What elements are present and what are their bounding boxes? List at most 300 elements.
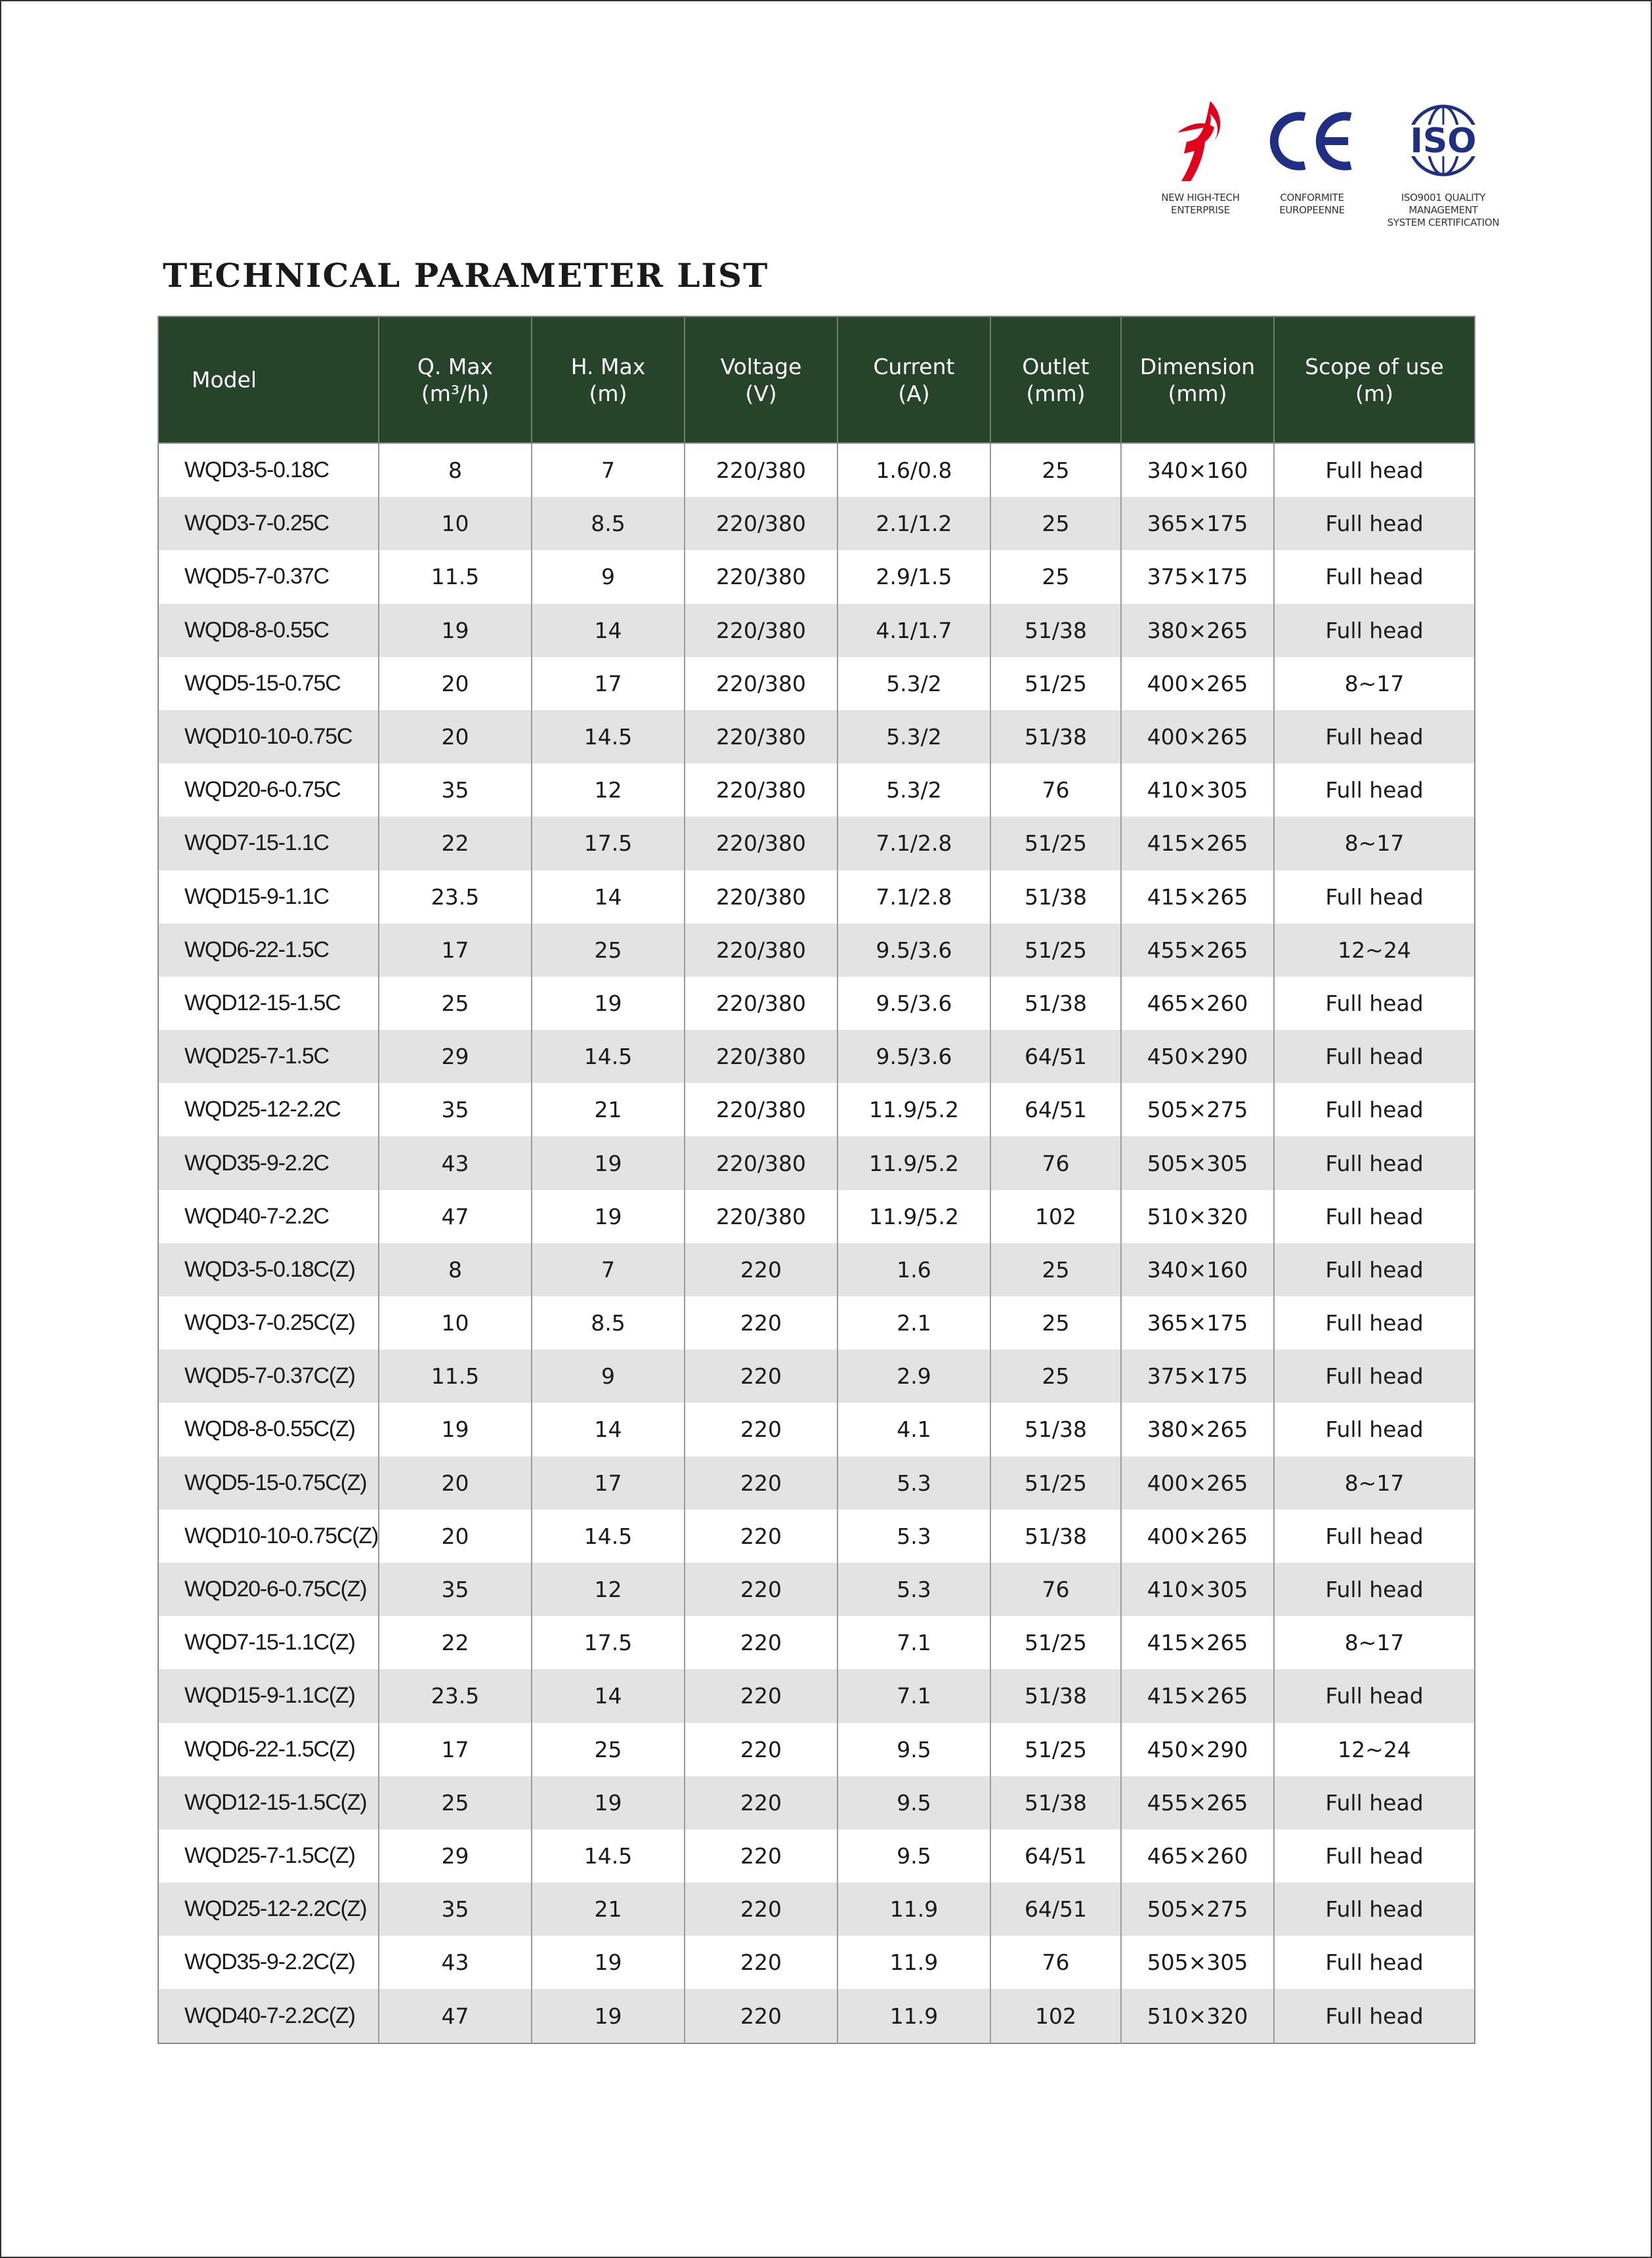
cell-voltage: 220 bbox=[685, 1723, 837, 1776]
cell-scope-of-use: Full head bbox=[1274, 1883, 1475, 1936]
cell-dimension: 380×265 bbox=[1121, 604, 1274, 657]
column-header-line: H. Max bbox=[570, 353, 646, 379]
cell-outlet: 51/38 bbox=[990, 870, 1121, 924]
cell-q-max: 11.5 bbox=[379, 550, 532, 603]
cell-q-max: 43 bbox=[379, 1936, 532, 1989]
cell-h-max: 14 bbox=[532, 1403, 685, 1456]
cell-h-max: 8.5 bbox=[532, 497, 685, 550]
cell-scope-of-use: Full head bbox=[1274, 1296, 1475, 1350]
column-header-line: (m) bbox=[1355, 380, 1393, 406]
cell-scope-of-use: Full head bbox=[1274, 497, 1475, 550]
cell-scope-of-use: Full head bbox=[1274, 710, 1475, 763]
cell-outlet: 102 bbox=[990, 1190, 1121, 1243]
cell-scope-of-use: Full head bbox=[1274, 550, 1475, 603]
cell-voltage: 220/380 bbox=[685, 870, 837, 924]
cell-h-max: 17 bbox=[532, 1457, 685, 1510]
cell-h-max: 14.5 bbox=[532, 1030, 685, 1083]
cell-outlet: 25 bbox=[990, 1296, 1121, 1350]
cell-current: 1.6/0.8 bbox=[837, 443, 990, 497]
cell-voltage: 220 bbox=[685, 1616, 837, 1669]
cell-scope-of-use: Full head bbox=[1274, 977, 1475, 1030]
table-row bbox=[158, 1723, 1475, 1776]
cell-voltage: 220/380 bbox=[685, 1083, 837, 1136]
column-header-line: Voltage bbox=[720, 353, 802, 379]
cell-current: 9.5/3.6 bbox=[837, 977, 990, 1030]
table-row bbox=[158, 1457, 1475, 1510]
cell-scope-of-use: Full head bbox=[1274, 1136, 1475, 1189]
table-row bbox=[158, 1883, 1475, 1936]
cell-q-max: 20 bbox=[379, 710, 532, 763]
cell-q-max: 35 bbox=[379, 1563, 532, 1616]
cell-current: 1.6 bbox=[837, 1243, 990, 1296]
cell-q-max: 47 bbox=[379, 1190, 532, 1243]
cell-q-max: 17 bbox=[379, 924, 532, 977]
cell-scope-of-use: 8~17 bbox=[1274, 817, 1475, 870]
table-row bbox=[158, 1776, 1475, 1829]
cell-outlet: 51/38 bbox=[990, 604, 1121, 657]
cell-model: WQD12-15-1.5C(Z) bbox=[158, 1776, 379, 1829]
table-row bbox=[158, 1563, 1475, 1616]
column-header-q-max bbox=[379, 316, 532, 443]
cell-model: WQD40-7-2.2C(Z) bbox=[158, 1989, 379, 2043]
ce-mark-logo bbox=[1246, 98, 1378, 217]
cell-h-max: 19 bbox=[532, 1190, 685, 1243]
cell-dimension: 510×320 bbox=[1121, 1190, 1274, 1243]
cell-q-max: 10 bbox=[379, 497, 532, 550]
cell-model: WQD10-10-0.75C bbox=[158, 710, 379, 763]
logo-caption-line: CONFORMITE bbox=[1280, 192, 1344, 203]
cell-current: 11.9/5.2 bbox=[837, 1190, 990, 1243]
cell-dimension: 400×265 bbox=[1121, 710, 1274, 763]
cell-voltage: 220 bbox=[685, 1829, 837, 1883]
table-row bbox=[158, 977, 1475, 1030]
column-header-line: (mm) bbox=[1026, 380, 1086, 406]
cell-scope-of-use: 8~17 bbox=[1274, 657, 1475, 710]
cell-model: WQD3-5-0.18C bbox=[158, 443, 379, 497]
cell-current: 9.5 bbox=[837, 1776, 990, 1829]
cell-outlet: 51/25 bbox=[990, 817, 1121, 870]
cell-h-max: 14.5 bbox=[532, 1829, 685, 1883]
cell-h-max: 19 bbox=[532, 977, 685, 1030]
cell-current: 11.9/5.2 bbox=[837, 1136, 990, 1189]
cell-h-max: 14.5 bbox=[532, 710, 685, 763]
cell-dimension: 410×305 bbox=[1121, 763, 1274, 817]
cell-outlet: 25 bbox=[990, 497, 1121, 550]
cell-outlet: 51/25 bbox=[990, 1457, 1121, 1510]
cell-outlet: 76 bbox=[990, 1936, 1121, 1989]
cell-h-max: 14 bbox=[532, 870, 685, 924]
table-row bbox=[158, 497, 1475, 550]
cell-model: WQD20-6-0.75C(Z) bbox=[158, 1563, 379, 1616]
cell-voltage: 220 bbox=[685, 1243, 837, 1296]
cell-current: 11.9 bbox=[837, 1936, 990, 1989]
cell-dimension: 400×265 bbox=[1121, 657, 1274, 710]
table-row bbox=[158, 1989, 1475, 2043]
cell-scope-of-use: Full head bbox=[1274, 1669, 1475, 1722]
cell-voltage: 220/380 bbox=[685, 817, 837, 870]
cell-current: 5.3 bbox=[837, 1457, 990, 1510]
cell-outlet: 76 bbox=[990, 1136, 1121, 1189]
cell-h-max: 17.5 bbox=[532, 817, 685, 870]
column-header-current bbox=[837, 316, 990, 443]
table-row bbox=[158, 1510, 1475, 1563]
cell-voltage: 220/380 bbox=[685, 657, 837, 710]
cell-outlet: 102 bbox=[990, 1989, 1121, 2043]
cell-h-max: 7 bbox=[532, 1243, 685, 1296]
cell-dimension: 365×175 bbox=[1121, 497, 1274, 550]
cell-h-max: 19 bbox=[532, 1989, 685, 2043]
cell-q-max: 43 bbox=[379, 1136, 532, 1189]
cell-current: 4.1/1.7 bbox=[837, 604, 990, 657]
cell-model: WQD3-5-0.18C(Z) bbox=[158, 1243, 379, 1296]
column-header-model bbox=[158, 316, 379, 443]
iso-globe-icon bbox=[1397, 98, 1489, 184]
cell-h-max: 14 bbox=[532, 1669, 685, 1722]
cell-current: 2.9 bbox=[837, 1350, 990, 1403]
logo-caption-line: EUROPEENNE bbox=[1279, 204, 1345, 216]
table-header-row bbox=[158, 316, 1475, 443]
cell-dimension: 415×265 bbox=[1121, 817, 1274, 870]
cell-outlet: 51/25 bbox=[990, 924, 1121, 977]
cell-scope-of-use: Full head bbox=[1274, 1190, 1475, 1243]
cell-q-max: 29 bbox=[379, 1030, 532, 1083]
column-header-outlet bbox=[990, 316, 1121, 443]
cell-outlet: 51/38 bbox=[990, 1669, 1121, 1722]
cell-dimension: 340×160 bbox=[1121, 1243, 1274, 1296]
cell-voltage: 220 bbox=[685, 1510, 837, 1563]
logo-caption-line: SYSTEM CERTIFICATION bbox=[1387, 217, 1500, 228]
cell-dimension: 410×305 bbox=[1121, 1563, 1274, 1616]
cell-model: WQD5-15-0.75C bbox=[158, 657, 379, 710]
cell-outlet: 25 bbox=[990, 443, 1121, 497]
column-header-line: Scope of use bbox=[1305, 353, 1444, 379]
cell-outlet: 25 bbox=[990, 1350, 1121, 1403]
cell-dimension: 505×305 bbox=[1121, 1136, 1274, 1189]
logo-caption-line: ISO9001 QUALITY MANAGEMENT bbox=[1401, 192, 1486, 216]
cell-outlet: 64/51 bbox=[990, 1829, 1121, 1883]
cell-scope-of-use: Full head bbox=[1274, 870, 1475, 924]
cell-model: WQD15-9-1.1C bbox=[158, 870, 379, 924]
cell-model: WQD40-7-2.2C bbox=[158, 1190, 379, 1243]
cell-voltage: 220 bbox=[685, 1457, 837, 1510]
cell-outlet: 25 bbox=[990, 1243, 1121, 1296]
cell-dimension: 415×265 bbox=[1121, 1616, 1274, 1669]
cell-voltage: 220/380 bbox=[685, 550, 837, 603]
cell-current: 4.1 bbox=[837, 1403, 990, 1456]
cell-scope-of-use: Full head bbox=[1274, 1829, 1475, 1883]
cell-voltage: 220/380 bbox=[685, 924, 837, 977]
cell-model: WQD25-7-1.5C(Z) bbox=[158, 1829, 379, 1883]
table-row bbox=[158, 657, 1475, 710]
column-header-dimension bbox=[1121, 316, 1274, 443]
cell-outlet: 51/38 bbox=[990, 1776, 1121, 1829]
cell-current: 2.9/1.5 bbox=[837, 550, 990, 603]
cell-model: WQD6-22-1.5C bbox=[158, 924, 379, 977]
column-header-line: Model bbox=[192, 367, 257, 393]
cell-outlet: 51/38 bbox=[990, 1403, 1121, 1456]
column-header-line: (V) bbox=[745, 380, 777, 406]
iso-certification-logo bbox=[1371, 98, 1515, 229]
cell-dimension: 400×265 bbox=[1121, 1457, 1274, 1510]
cell-scope-of-use: 12~24 bbox=[1274, 924, 1475, 977]
cell-model: WQD35-9-2.2C bbox=[158, 1136, 379, 1189]
cell-voltage: 220 bbox=[685, 1403, 837, 1456]
cell-h-max: 19 bbox=[532, 1776, 685, 1829]
cell-outlet: 76 bbox=[990, 1563, 1121, 1616]
cell-voltage: 220/380 bbox=[685, 443, 837, 497]
cell-voltage: 220 bbox=[685, 1563, 837, 1616]
cell-q-max: 23.5 bbox=[379, 870, 532, 924]
cell-outlet: 64/51 bbox=[990, 1083, 1121, 1136]
cell-outlet: 51/38 bbox=[990, 977, 1121, 1030]
table-row bbox=[158, 1350, 1475, 1403]
table-row bbox=[158, 763, 1475, 817]
logo-caption bbox=[1371, 192, 1515, 229]
cell-dimension: 455×265 bbox=[1121, 1776, 1274, 1829]
cell-dimension: 400×265 bbox=[1121, 1510, 1274, 1563]
cell-scope-of-use: Full head bbox=[1274, 1403, 1475, 1456]
cell-model: WQD6-22-1.5C(Z) bbox=[158, 1723, 379, 1776]
cell-model: WQD25-12-2.2C bbox=[158, 1083, 379, 1136]
cell-outlet: 76 bbox=[990, 763, 1121, 817]
cell-voltage: 220 bbox=[685, 1350, 837, 1403]
cell-h-max: 19 bbox=[532, 1936, 685, 1989]
cell-voltage: 220 bbox=[685, 1669, 837, 1722]
cell-dimension: 380×265 bbox=[1121, 1403, 1274, 1456]
cell-h-max: 9 bbox=[532, 1350, 685, 1403]
cell-scope-of-use: Full head bbox=[1274, 443, 1475, 497]
cell-model: WQD8-8-0.55C bbox=[158, 604, 379, 657]
cell-dimension: 505×275 bbox=[1121, 1883, 1274, 1936]
cell-q-max: 35 bbox=[379, 763, 532, 817]
column-header-line: Dimension bbox=[1139, 353, 1256, 379]
cell-dimension: 415×265 bbox=[1121, 870, 1274, 924]
cell-q-max: 47 bbox=[379, 1989, 532, 2043]
cell-current: 2.1 bbox=[837, 1296, 990, 1350]
cell-scope-of-use: 8~17 bbox=[1274, 1616, 1475, 1669]
cell-model: WQD7-15-1.1C bbox=[158, 817, 379, 870]
cell-voltage: 220/380 bbox=[685, 710, 837, 763]
cell-h-max: 19 bbox=[532, 1136, 685, 1189]
cell-q-max: 22 bbox=[379, 1616, 532, 1669]
cell-q-max: 8 bbox=[379, 1243, 532, 1296]
cell-current: 11.9/5.2 bbox=[837, 1083, 990, 1136]
table-row bbox=[158, 1616, 1475, 1669]
cell-dimension: 505×305 bbox=[1121, 1936, 1274, 1989]
cell-scope-of-use: Full head bbox=[1274, 1563, 1475, 1616]
table-row bbox=[158, 1936, 1475, 1989]
cell-dimension: 365×175 bbox=[1121, 1296, 1274, 1350]
cell-model: WQD10-10-0.75C(Z) bbox=[158, 1510, 379, 1563]
cell-h-max: 25 bbox=[532, 1723, 685, 1776]
cell-current: 2.1/1.2 bbox=[837, 497, 990, 550]
cell-scope-of-use: Full head bbox=[1274, 1776, 1475, 1829]
cell-q-max: 8 bbox=[379, 443, 532, 497]
cell-q-max: 35 bbox=[379, 1883, 532, 1936]
cell-current: 9.5/3.6 bbox=[837, 1030, 990, 1083]
cell-dimension: 375×175 bbox=[1121, 1350, 1274, 1403]
cell-dimension: 510×320 bbox=[1121, 1989, 1274, 2043]
cell-q-max: 10 bbox=[379, 1296, 532, 1350]
cell-current: 7.1/2.8 bbox=[837, 870, 990, 924]
cell-h-max: 14.5 bbox=[532, 1510, 685, 1563]
cell-dimension: 505×275 bbox=[1121, 1083, 1274, 1136]
cell-voltage: 220/380 bbox=[685, 604, 837, 657]
cell-current: 9.5 bbox=[837, 1723, 990, 1776]
column-header-line: (A) bbox=[898, 380, 930, 406]
cell-model: WQD7-15-1.1C(Z) bbox=[158, 1616, 379, 1669]
table-row bbox=[158, 1296, 1475, 1350]
cell-q-max: 19 bbox=[379, 1403, 532, 1456]
cell-outlet: 51/25 bbox=[990, 1616, 1121, 1669]
table-row bbox=[158, 1030, 1475, 1083]
table-row bbox=[158, 443, 1475, 497]
cell-voltage: 220/380 bbox=[685, 977, 837, 1030]
cell-voltage: 220 bbox=[685, 1296, 837, 1350]
cell-q-max: 35 bbox=[379, 1083, 532, 1136]
column-header-h-max bbox=[532, 316, 685, 443]
cell-current: 7.1 bbox=[837, 1616, 990, 1669]
cell-voltage: 220/380 bbox=[685, 1190, 837, 1243]
column-header-scope-of-use bbox=[1274, 316, 1475, 443]
cell-scope-of-use: Full head bbox=[1274, 1936, 1475, 1989]
cell-scope-of-use: Full head bbox=[1274, 763, 1475, 817]
cell-h-max: 25 bbox=[532, 924, 685, 977]
column-header-voltage bbox=[685, 316, 837, 443]
column-header-line: Outlet bbox=[1022, 353, 1090, 379]
cell-current: 5.3/2 bbox=[837, 657, 990, 710]
table-row bbox=[158, 1829, 1475, 1883]
cell-h-max: 17.5 bbox=[532, 1616, 685, 1669]
page-title: TECHNICAL PARAMETER LIST bbox=[163, 256, 769, 295]
cell-scope-of-use: Full head bbox=[1274, 1243, 1475, 1296]
cell-q-max: 11.5 bbox=[379, 1350, 532, 1403]
cell-scope-of-use: Full head bbox=[1274, 604, 1475, 657]
cell-h-max: 21 bbox=[532, 1883, 685, 1936]
cell-current: 5.3/2 bbox=[837, 763, 990, 817]
column-header-line: Current bbox=[873, 353, 955, 379]
cell-dimension: 375×175 bbox=[1121, 550, 1274, 603]
cell-voltage: 220 bbox=[685, 1883, 837, 1936]
table-row bbox=[158, 924, 1475, 977]
cell-current: 7.1/2.8 bbox=[837, 817, 990, 870]
cell-dimension: 465×260 bbox=[1121, 1829, 1274, 1883]
cell-h-max: 17 bbox=[532, 657, 685, 710]
cell-outlet: 51/38 bbox=[990, 710, 1121, 763]
cell-voltage: 220/380 bbox=[685, 497, 837, 550]
cell-q-max: 17 bbox=[379, 1723, 532, 1776]
cell-voltage: 220/380 bbox=[685, 763, 837, 817]
cell-voltage: 220 bbox=[685, 1936, 837, 1989]
cell-q-max: 19 bbox=[379, 604, 532, 657]
cell-model: WQD3-7-0.25C(Z) bbox=[158, 1296, 379, 1350]
cell-outlet: 51/25 bbox=[990, 1723, 1121, 1776]
column-header-line: Q. Max bbox=[417, 353, 494, 379]
table-row bbox=[158, 1190, 1475, 1243]
logo-caption-line: NEW HIGH-TECH bbox=[1161, 192, 1240, 203]
cell-outlet: 64/51 bbox=[990, 1883, 1121, 1936]
cell-h-max: 8.5 bbox=[532, 1296, 685, 1350]
cell-current: 9.5/3.6 bbox=[837, 924, 990, 977]
column-header-line: (m³/h) bbox=[421, 380, 490, 406]
cell-q-max: 20 bbox=[379, 657, 532, 710]
column-header-line: (mm) bbox=[1168, 380, 1227, 406]
cell-scope-of-use: Full head bbox=[1274, 1989, 1475, 2043]
cell-model: WQD20-6-0.75C bbox=[158, 763, 379, 817]
cell-outlet: 64/51 bbox=[990, 1030, 1121, 1083]
cell-current: 5.3 bbox=[837, 1563, 990, 1616]
table-row bbox=[158, 550, 1475, 603]
cell-current: 5.3/2 bbox=[837, 710, 990, 763]
cell-outlet: 51/25 bbox=[990, 657, 1121, 710]
cell-scope-of-use: Full head bbox=[1274, 1510, 1475, 1563]
cell-h-max: 14 bbox=[532, 604, 685, 657]
technical-parameter-table bbox=[158, 316, 1475, 2044]
cell-model: WQD35-9-2.2C(Z) bbox=[158, 1936, 379, 1989]
table-row bbox=[158, 870, 1475, 924]
flame-flag-icon bbox=[1164, 98, 1237, 184]
cell-scope-of-use: 12~24 bbox=[1274, 1723, 1475, 1776]
cell-dimension: 465×260 bbox=[1121, 977, 1274, 1030]
cell-dimension: 455×265 bbox=[1121, 924, 1274, 977]
cell-q-max: 20 bbox=[379, 1457, 532, 1510]
table-row bbox=[158, 1403, 1475, 1456]
column-header-line: (m) bbox=[589, 380, 627, 406]
cell-model: WQD25-7-1.5C bbox=[158, 1030, 379, 1083]
cell-current: 9.5 bbox=[837, 1829, 990, 1883]
logo-caption bbox=[1246, 192, 1378, 217]
cell-dimension: 340×160 bbox=[1121, 443, 1274, 497]
cell-q-max: 20 bbox=[379, 1510, 532, 1563]
cell-model: WQD25-12-2.2C(Z) bbox=[158, 1883, 379, 1936]
cell-q-max: 23.5 bbox=[379, 1669, 532, 1722]
table-row bbox=[158, 1243, 1475, 1296]
cell-model: WQD8-8-0.55C(Z) bbox=[158, 1403, 379, 1456]
cell-dimension: 450×290 bbox=[1121, 1723, 1274, 1776]
logo-caption-line: ENTERPRISE bbox=[1171, 204, 1230, 216]
cell-voltage: 220/380 bbox=[685, 1030, 837, 1083]
table-body bbox=[158, 443, 1475, 2043]
cell-h-max: 7 bbox=[532, 443, 685, 497]
cell-q-max: 25 bbox=[379, 977, 532, 1030]
cell-current: 5.3 bbox=[837, 1510, 990, 1563]
cell-h-max: 9 bbox=[532, 550, 685, 603]
cell-current: 7.1 bbox=[837, 1669, 990, 1722]
cell-scope-of-use: Full head bbox=[1274, 1350, 1475, 1403]
table-row bbox=[158, 1136, 1475, 1189]
cell-model: WQD5-7-0.37C(Z) bbox=[158, 1350, 379, 1403]
table-row bbox=[158, 604, 1475, 657]
cell-model: WQD12-15-1.5C bbox=[158, 977, 379, 1030]
table-row bbox=[158, 817, 1475, 870]
cell-h-max: 21 bbox=[532, 1083, 685, 1136]
cell-q-max: 22 bbox=[379, 817, 532, 870]
cell-scope-of-use: Full head bbox=[1274, 1030, 1475, 1083]
cell-model: WQD5-7-0.37C bbox=[158, 550, 379, 603]
cell-q-max: 29 bbox=[379, 1829, 532, 1883]
cell-model: WQD5-15-0.75C(Z) bbox=[158, 1457, 379, 1510]
cell-dimension: 415×265 bbox=[1121, 1669, 1274, 1722]
cell-h-max: 12 bbox=[532, 763, 685, 817]
table-row bbox=[158, 1669, 1475, 1722]
cell-current: 11.9 bbox=[837, 1989, 990, 2043]
cell-voltage: 220 bbox=[685, 1776, 837, 1829]
cell-scope-of-use: 8~17 bbox=[1274, 1457, 1475, 1510]
cell-model: WQD15-9-1.1C(Z) bbox=[158, 1669, 379, 1722]
cell-dimension: 450×290 bbox=[1121, 1030, 1274, 1083]
cell-scope-of-use: Full head bbox=[1274, 1083, 1475, 1136]
cell-h-max: 12 bbox=[532, 1563, 685, 1616]
